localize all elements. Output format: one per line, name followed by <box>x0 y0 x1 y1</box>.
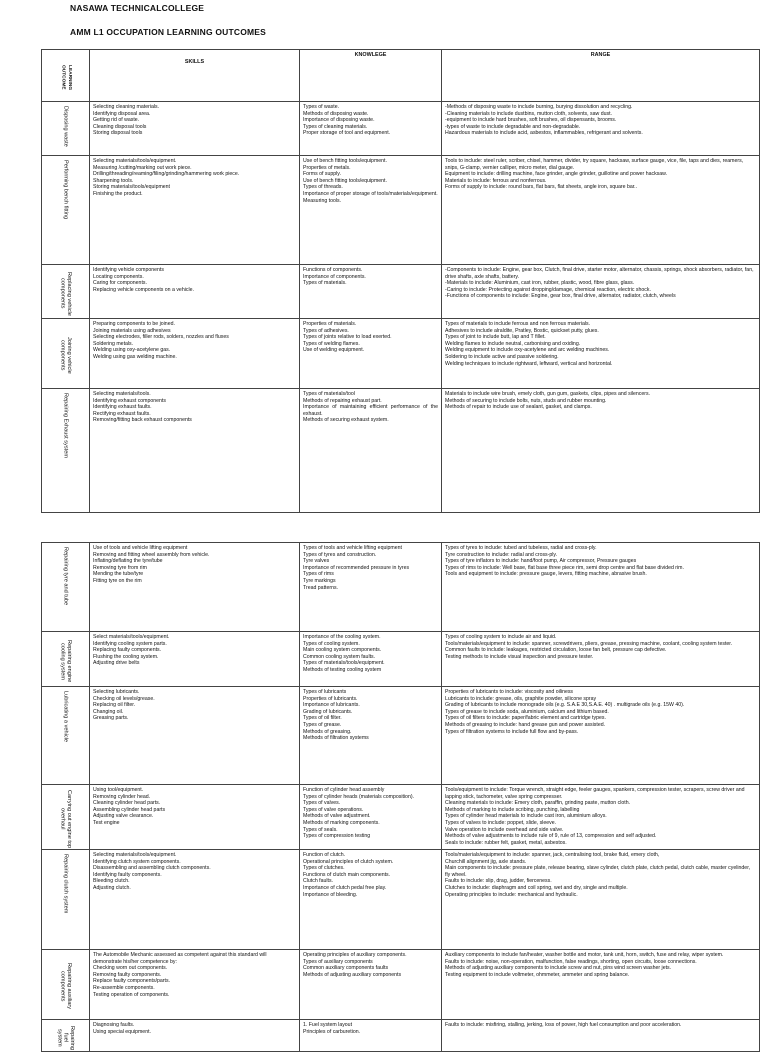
knowledge-item: Tyre valves <box>303 558 330 565</box>
range-cell <box>442 632 760 687</box>
range-cell <box>442 389 760 513</box>
learning-outcome-cell <box>42 785 90 850</box>
range-item: Tools/materials/equipment to include: spanner, screwdrivers, pliers, grease, pressing machine, coolant, cooling system tester. <box>445 640 733 647</box>
knowledge-item: Importance of proper storage of tools/materials/equipment. <box>303 190 438 197</box>
knowledge-item: Principles of carburetion. <box>303 1028 361 1035</box>
learning-outcome-cell <box>42 1020 90 1052</box>
skills-item: Testing operation of components. <box>93 991 170 998</box>
range-item: Methods of securing to include bolts, nuts, studs and rubber mounting. <box>445 397 607 404</box>
skills-item: Rectifying exhaust faults. <box>93 410 151 417</box>
knowledge-cell <box>300 543 442 632</box>
knowledge-item: Methods of filtration systems <box>303 735 369 742</box>
skills-item: Soldering metals. <box>93 340 134 347</box>
skills-item: Adjusting clutch. <box>93 884 131 891</box>
skills-item: Bleeding clutch. <box>93 878 130 885</box>
column-header-range: RANGE <box>442 50 760 102</box>
skills-cell <box>90 102 300 156</box>
skills-item: Sharpening tools. <box>93 177 134 184</box>
range-item: Main components to include: pressure plate, release bearing, slave cylinder, clutch plate, clutch pedal, clutch cable, master cyelinder, fly wheel. <box>445 865 751 878</box>
knowledge-cell <box>300 389 442 513</box>
knowledge-item: Function of cylinder head assembly <box>303 787 385 793</box>
range-item: Adhesives to include alraldite, Pratley, Bostic, quickset putty, glues. <box>445 327 599 334</box>
skills-item: Cleaning disposal tools <box>93 123 147 130</box>
knowledge-item: Use of bench fitting tools/equipment. <box>303 158 387 164</box>
table-row <box>42 102 760 156</box>
range-item: Lubricants to include: grease, oils, graphite powder, silicone spray <box>445 695 597 702</box>
range-cell <box>442 543 760 632</box>
knowledge-item: Types of materials. <box>303 280 347 287</box>
range-item: Equipment to include: drilling machine, face grinder, angle grinder, guillotine and power hacksaw. <box>445 171 668 178</box>
learning-outcome-cell <box>42 687 90 785</box>
skills-item: Flushing the cooling system. <box>93 653 159 660</box>
skills-item: Fitting tyre on the rim <box>93 577 142 584</box>
knowledge-cell <box>300 265 442 319</box>
skills-cell <box>90 632 300 687</box>
knowledge-item: Types of cylinder heads (materials composition). <box>303 793 415 800</box>
range-cell <box>442 319 760 389</box>
skills-item: Drilling/threading/reaming/filing/grinding/hammering work piece. <box>93 171 240 178</box>
skills-item: Greasing parts. <box>93 715 129 722</box>
skills-cell <box>90 389 300 513</box>
skills-item: Changing oil. <box>93 708 124 715</box>
skills-cell <box>90 1020 300 1052</box>
learning-outcome-label: Repairing tyre and tube <box>62 547 69 606</box>
knowledge-item: Importance of lubricants. <box>303 702 360 709</box>
range-item: -types of waste to include degradable and non-degradable. <box>445 123 581 130</box>
range-cell <box>442 687 760 785</box>
knowledge-item: Types of grease. <box>303 721 342 728</box>
range-item: Testing methods to include visual inspection and pressure tester. <box>445 653 594 660</box>
range-cell <box>442 950 760 1020</box>
skills-item: Storing disposal tools <box>93 130 143 137</box>
knowledge-item: Tread patterns. <box>303 584 338 591</box>
range-item: Types of grease to include soda, aluminium, calcium and lithium based. <box>445 708 609 715</box>
knowledge-item: Types of waste. <box>303 104 340 110</box>
document-title: AMM L1 OCCUPATION LEARNING OUTCOMES <box>70 27 267 37</box>
range-item: -Cleaning materials to include dustbins, mutton cloth, solvents, saw dust. <box>445 110 612 117</box>
skills-item: Replacing vehicle components on a vehicle. <box>93 286 194 293</box>
knowledge-item: Methods of repairing exhaust part. <box>303 397 382 404</box>
range-cell <box>442 265 760 319</box>
knowledge-cell <box>300 687 442 785</box>
range-item: Faults to include: noise, non-operation, malfunction, false readings, shorting, open circuits, loose connections. <box>445 958 697 965</box>
skills-item: Disassembling and assembling clutch components. <box>93 865 211 872</box>
knowledge-cell <box>300 850 442 950</box>
skills-item: Removing/fitting back exhaust components <box>93 417 192 424</box>
skills-item: Welding using oxy-acetylene gas. <box>93 347 171 354</box>
skills-item: Selecting electrodes, filler rods, solders, nozzles and fluxes <box>93 334 229 341</box>
learning-outcome-label: Repairing fuel system <box>56 1025 76 1050</box>
skills-item: Welding using gas welding machine. <box>93 353 177 360</box>
knowledge-item: Importance of clutch pedal free play. <box>303 884 387 891</box>
learning-outcome-cell <box>42 543 90 632</box>
learning-outcome-cell <box>42 265 90 319</box>
knowledge-item: Types of threads. <box>303 184 343 191</box>
learning-outcome-label: Repairing engine cooling system <box>59 639 72 683</box>
skills-item: Getting rid of waste. <box>93 117 140 124</box>
table-row <box>42 1020 760 1052</box>
knowledge-item: Types of compression testing <box>303 833 371 840</box>
range-item: -Methods of disposing waste to include burning, burying dissolution and recycling. <box>445 104 633 110</box>
knowledge-item: Tyre markings <box>303 577 336 584</box>
range-item: Methods of greasing to include: hand grease gun and power assisted. <box>445 721 606 728</box>
range-item: Types of filtration systems to include full flow and by-pass. <box>445 728 579 735</box>
skills-item: Using special equipment. <box>93 1028 151 1035</box>
range-item: Properties of lubricants to include: viscosity and oiliness <box>445 689 574 695</box>
skills-item: Identifying cooling system parts. <box>93 640 167 647</box>
skills-item: Identifying disposal area. <box>93 110 151 117</box>
knowledge-item: Types of materials/tools/equipment. <box>303 660 385 667</box>
range-item: Forms of supply to include: round bars, flat bars, flat sheets, angle iron, square bar.. <box>445 184 638 191</box>
outcomes-table-page1 <box>41 49 760 513</box>
skills-item: Removing and fitting wheel assembly from vehicle. <box>93 551 210 558</box>
skills-item: Storing materials/tools/equipment <box>93 184 170 191</box>
range-item: Methods of marking to include scribing, punching, labelling <box>445 806 580 813</box>
table-row <box>42 785 760 850</box>
range-item: Welding techniques to include rightward, leftward, vertical and horizontal. <box>445 360 613 367</box>
learning-outcome-label: Replacing vehicle components <box>59 271 72 316</box>
learning-outcome-cell <box>42 950 90 1020</box>
knowledge-item: Importance of the cooling system. <box>303 634 381 640</box>
table-row <box>42 543 760 632</box>
range-item: -Components to include: Engine, gear box, Clutch, final drive, starter motor, alternator, chassis, springs, shock absorbers, radiator, fan, drive shafts, axle shafts, battery. <box>445 267 754 280</box>
table-row <box>42 389 760 513</box>
knowledge-item: Types of clutches. <box>303 865 345 872</box>
range-item: Methods of repair to include use of sealant, gasket, and clamps. <box>445 404 592 411</box>
learning-outcome-label: Joining vehicle components <box>59 337 72 374</box>
range-item: Operating principles to include: mechanical and hydraulic. <box>445 891 578 898</box>
knowledge-item: Properties of metals. <box>303 164 351 171</box>
knowledge-item: Measuring tools. <box>303 197 342 204</box>
skills-item: Selecting materials/tools/equipment. <box>93 158 177 164</box>
knowledge-item: Methods of adjusting auxiliary components <box>303 971 402 978</box>
range-item: Types of materials to include ferrous and non ferrous materials. <box>445 321 591 327</box>
skills-item: Checking oil levels/grease. <box>93 695 155 702</box>
skills-item: Identifying clutch system components. <box>93 858 181 865</box>
skills-item: Selecting lubricants. <box>93 689 140 695</box>
learning-outcome-cell <box>42 632 90 687</box>
range-item: Methods of adjusting auxiliary components to include screw and nut, pins wind screen washer jets. <box>445 965 672 972</box>
knowledge-item: Proper storage of tool and equipment. <box>303 130 391 137</box>
skills-item: Locating components. <box>93 273 144 280</box>
knowledge-item: Importance of bleeding. <box>303 891 358 898</box>
knowledge-item: Methods of disposing waste. <box>303 110 369 117</box>
range-item: Types of rims to include: Well base, flat base three piece rim, semi drop centre and flat base divided rim. <box>445 564 684 571</box>
range-item: Welding flames to include neutral, carbonising and oxiding. <box>445 340 581 347</box>
knowledge-item: Types of tools and vehicle lifting equipment <box>303 545 402 551</box>
column-header-knowledge: KNOWLEGE <box>300 50 442 102</box>
learning-outcome-cell <box>42 319 90 389</box>
knowledge-cell <box>300 156 442 265</box>
knowledge-item: Types of rims <box>303 571 334 578</box>
skills-item: Diagnosing faults. <box>93 1022 135 1028</box>
knowledge-item: Importance of components. <box>303 273 366 280</box>
skills-item: Mending the tube/tyre <box>93 571 144 578</box>
knowledge-item: Operational principles of clutch system. <box>303 858 394 865</box>
knowledge-item: Clutch faults. <box>303 878 333 885</box>
skills-item: Using tool/equipment. <box>93 787 144 793</box>
knowledge-item: Use of welding equipment. <box>303 347 365 354</box>
knowledge-item: Types of auxiliary components <box>303 958 373 965</box>
learning-outcome-cell <box>42 102 90 156</box>
knowledge-item: Types of valves. <box>303 800 341 807</box>
range-cell <box>442 785 760 850</box>
skills-item: Adjusting drive belts <box>93 660 140 667</box>
knowledge-item: Types of cooling system. <box>303 640 360 647</box>
range-item: Valve operation to include overhead and side valve. <box>445 826 564 833</box>
table-row <box>42 950 760 1020</box>
knowledge-item: Importance of recommended pressure in tyres <box>303 564 410 571</box>
range-item: Materials to include wire brush, emely cloth, gun gum, gaskets, clips, pipes and silencers. <box>445 391 651 397</box>
range-item: Tyre construction to include: radial and cross-ply. <box>445 551 558 558</box>
range-item: Methods of valve adjustments to include rule of 9, rule of 13, compression and self adjusted. <box>445 833 657 840</box>
skills-item: Measuring /cutting/marking out work piece. <box>93 164 192 171</box>
learning-outcome-label: Lubricating a vehicle <box>62 691 69 742</box>
knowledge-item: Types of cleaning materials. <box>303 123 368 130</box>
skills-item: Selecting materials/tools/equipment. <box>93 852 177 858</box>
knowledge-item: Methods of marking components. <box>303 819 380 826</box>
range-item: Faults to include: slip, drag, judder, fierceness. <box>445 878 552 885</box>
range-cell <box>442 850 760 950</box>
knowledge-item: Properties of materials. <box>303 321 357 327</box>
range-item: Testing equipment to include voltmeter, ohmmeter, ammeter and spring balance. <box>445 971 630 978</box>
skills-item: Select materials/tools/equipment. <box>93 634 170 640</box>
knowledge-item: Types of joints relative to load exerted. <box>303 334 392 341</box>
skills-item: Selecting cleaning materials. <box>93 104 160 110</box>
learning-outcome-label: Repairing clutch system <box>62 854 69 914</box>
skills-item: Identifying vehicle components <box>93 267 164 273</box>
learning-outcome-label: Carrying out engine top overhaul <box>59 789 72 849</box>
table-row <box>42 687 760 785</box>
skills-item: Adjusting valve clearance. <box>93 813 154 820</box>
knowledge-cell <box>300 785 442 850</box>
knowledge-item: Functions of clutch main components. <box>303 871 391 878</box>
learning-outcome-label: Repairing auxiliary components <box>59 963 72 1010</box>
range-item: Types of joint to include butt, lap and T fillet. <box>445 334 546 341</box>
knowledge-item: Function of clutch. <box>303 852 346 858</box>
knowledge-item: Forms of supply. <box>303 171 341 178</box>
skills-item: Removing faulty components. <box>93 971 162 978</box>
range-cell <box>442 102 760 156</box>
skills-item: Assembling cylinder head parts <box>93 806 166 813</box>
range-item: Clutches to include: diaphragm and coil spring, wet and dry, single and multiple. <box>445 884 628 891</box>
knowledge-item: Types of valve operations. <box>303 806 364 813</box>
knowledge-item: Common auxiliary components faults <box>303 965 389 972</box>
skills-item: Removing cylinder head. <box>93 793 151 800</box>
knowledge-item: Properties of lubricants. <box>303 695 358 702</box>
knowledge-item: Methods of valve adjustment. <box>303 813 371 820</box>
knowledge-item: Main cooling system components. <box>303 647 382 654</box>
skills-item: Caring for components. <box>93 280 147 287</box>
skills-item: Selecting materials/tools. <box>93 391 151 397</box>
knowledge-item: Types of materials/tool <box>303 391 355 397</box>
range-item: Soldering to include active and passive soldering. <box>445 353 559 360</box>
range-item: Types of tyres to include: tubed and tubeless, radial and cross-ply. <box>445 545 597 551</box>
knowledge-item: Types of adhesives. <box>303 327 349 334</box>
range-item: Types of oil filters to include: paper/fabric element and cartridge types. <box>445 715 606 722</box>
range-item: -Materials to include: Aluminium, cast iron, rubber, plastic, wood, fibre glass, glass. <box>445 280 635 287</box>
learning-outcome-label: Disposing waste <box>62 106 69 147</box>
skills-cell <box>90 950 300 1020</box>
range-item: Faults to include: misfiring, stalling, jerking, loss of power, high fuel consumption and poor acceleration. <box>445 1022 682 1028</box>
range-item: Tools/materials/equipment to include: spanner, jack, centralising tool, brake fluid, emery cloth, <box>445 852 660 858</box>
range-item: Hazardous materials to include acid, asbestos, inflammables, refrigerant and solvents. <box>445 130 643 137</box>
skills-item: Finishing the product. <box>93 190 143 197</box>
skills-cell <box>90 156 300 265</box>
learning-outcome-cell <box>42 850 90 950</box>
learning-outcome-cell <box>42 389 90 513</box>
knowledge-cell <box>300 1020 442 1052</box>
knowledge-item: Common cooling system faults. <box>303 653 376 660</box>
knowledge-cell <box>300 102 442 156</box>
skills-cell <box>90 265 300 319</box>
knowledge-item: Types of seals. <box>303 826 338 833</box>
knowledge-item: Importance of maintaining efficient performance of the exhaust. <box>303 404 438 417</box>
column-header-skills: SKILLS <box>90 50 300 102</box>
college-name: NASAWA TECHNICALCOLLEGE <box>70 3 205 13</box>
knowledge-item: Functions of components. <box>303 267 363 273</box>
outcomes-table-page2 <box>41 542 760 1052</box>
skills-cell <box>90 319 300 389</box>
skills-item: Replacing faulty components. <box>93 647 162 654</box>
range-item: Tools/equipment to include: Torque wrench, straight edge, feeler gauges, spankers, compression tester, scrapers, screw driver and lapping stick, tachometer, valve spring compresser. <box>445 787 745 800</box>
skills-cell <box>90 785 300 850</box>
range-item: Cleaning materials to include: Emery cloth, paraffin, grinding paste, mutton cloth. <box>445 800 631 807</box>
learning-outcome-label: Performing bench fitting <box>62 160 69 220</box>
knowledge-item: Types of welding flames. <box>303 340 360 347</box>
learning-outcome-label: Repairing Exhaust system <box>62 393 69 458</box>
range-item: Types of tyre inflators to include: hand/foot pump, Air compressor, Pressure gauges <box>445 558 637 565</box>
knowledge-cell <box>300 950 442 1020</box>
knowledge-cell <box>300 632 442 687</box>
knowledge-item: Methods of testing cooling system <box>303 666 382 673</box>
range-item: -equipment to include hard brushes, soft brushes, oil dispensants, brooms. <box>445 117 617 124</box>
range-item: Seals to include: rubber felt, gasket, metal, asbestos. <box>445 839 567 846</box>
learning-outcome-cell <box>42 156 90 265</box>
knowledge-item: 1. Fuel system layout <box>303 1022 353 1028</box>
skills-item: Replacing oil filter. <box>93 702 136 709</box>
knowledge-item: Types of lubricants <box>303 689 347 695</box>
skills-item: Replace faulty components/parts. <box>93 978 170 985</box>
skills-cell <box>90 850 300 950</box>
range-item: Welding equipment to include oxy-acetylene and arc welding machines. <box>445 347 610 354</box>
range-item: -Functions of components to include: Engine, gear box, final drive, alternator, radiator, clutch, wheels <box>445 293 676 300</box>
range-item: Types of cooling system to include air and liquid. <box>445 634 557 640</box>
knowledge-item: Types of oil filter. <box>303 715 342 722</box>
table-header-row <box>42 50 760 102</box>
range-item: Churchill alignment jig, axle stands. <box>445 858 527 865</box>
table-row <box>42 632 760 687</box>
range-item: Tools to include: steel ruler, scriber, chisel, hammer, divider, try square, hacksaw, surface gauge, vice, file, taps and dies, reamers, snips, G-clamp, vernier calliper, micro meter, dial gauge. <box>445 158 744 171</box>
knowledge-cell <box>300 319 442 389</box>
knowledge-item: Use of bench fitting tools/equipment. <box>303 177 387 184</box>
skills-item: Inflating/deflating the tyre/tube <box>93 558 163 565</box>
knowledge-item: Methods of greasing. <box>303 728 352 735</box>
skills-item: Identifying exhaust components <box>93 397 166 404</box>
range-item: Common faults to include: leakages, restricted circulation, loose fan belt, pressure cap defective. <box>445 647 667 654</box>
skills-item: Checking worn out components. <box>93 965 168 972</box>
skills-item: Preparing components to be joined. <box>93 321 175 327</box>
range-cell <box>442 1020 760 1052</box>
skills-item: Joining materials using adhesives <box>93 327 171 334</box>
skills-item: Re-assemble components. <box>93 984 155 991</box>
skills-item: Identifying exhaust faults. <box>93 404 152 411</box>
range-item: Grading of lubricants to include monograde oils (e.g. S.A.E 30,S.A.E. 40) . multigrade oils (e.g. 15W 40). <box>445 702 685 709</box>
table-row <box>42 156 760 265</box>
knowledge-item: Methods of securing exhaust system. <box>303 417 389 424</box>
knowledge-item: Types of tyres and construction. <box>303 551 377 558</box>
knowledge-item: Operating principles of auxiliary components. <box>303 952 407 958</box>
range-item: Types of valves to include: poppet, slide, sleeve. <box>445 819 557 826</box>
skills-item: Identifying faulty components. <box>93 871 162 878</box>
skills-item: Test engine <box>93 819 120 826</box>
knowledge-item: Grading of lubricants. <box>303 708 353 715</box>
skills-cell <box>90 687 300 785</box>
skills-cell <box>90 543 300 632</box>
table-row <box>42 319 760 389</box>
knowledge-item: Importance of disposing waste. <box>303 117 375 124</box>
skills-item: The Automobile Mechanic assessed as competent against this standard will demonstrate his/her competence by: <box>93 952 267 965</box>
range-item: Tools and equipment to include: pressure gauge, levers, fitting machine, abrasive brush. <box>445 571 647 578</box>
table-row <box>42 265 760 319</box>
range-item: Auxiliary components to include fan/heater, washer bottle and motor, tank unit, horn, switch, fuse and relay, wiper system. <box>445 952 724 958</box>
skills-item: Removing tyre from rim <box>93 564 147 571</box>
skills-item: Use of tools and vehicle lifting equipment <box>93 545 188 551</box>
range-cell <box>442 156 760 265</box>
range-item: Materials to include: ferrous and nonferrous. <box>445 177 547 184</box>
column-header-outcome: LEARNING OUTCOME <box>42 50 90 102</box>
skills-item: Cleaning cylinder head parts. <box>93 800 161 807</box>
table-row <box>42 850 760 950</box>
range-item: Types of cylinder head materials to include cast iron, aluminium alloys. <box>445 813 607 820</box>
range-item: -Caring to include: Protecting against dropping/damage, chemical reaction, electric shock. <box>445 286 651 293</box>
